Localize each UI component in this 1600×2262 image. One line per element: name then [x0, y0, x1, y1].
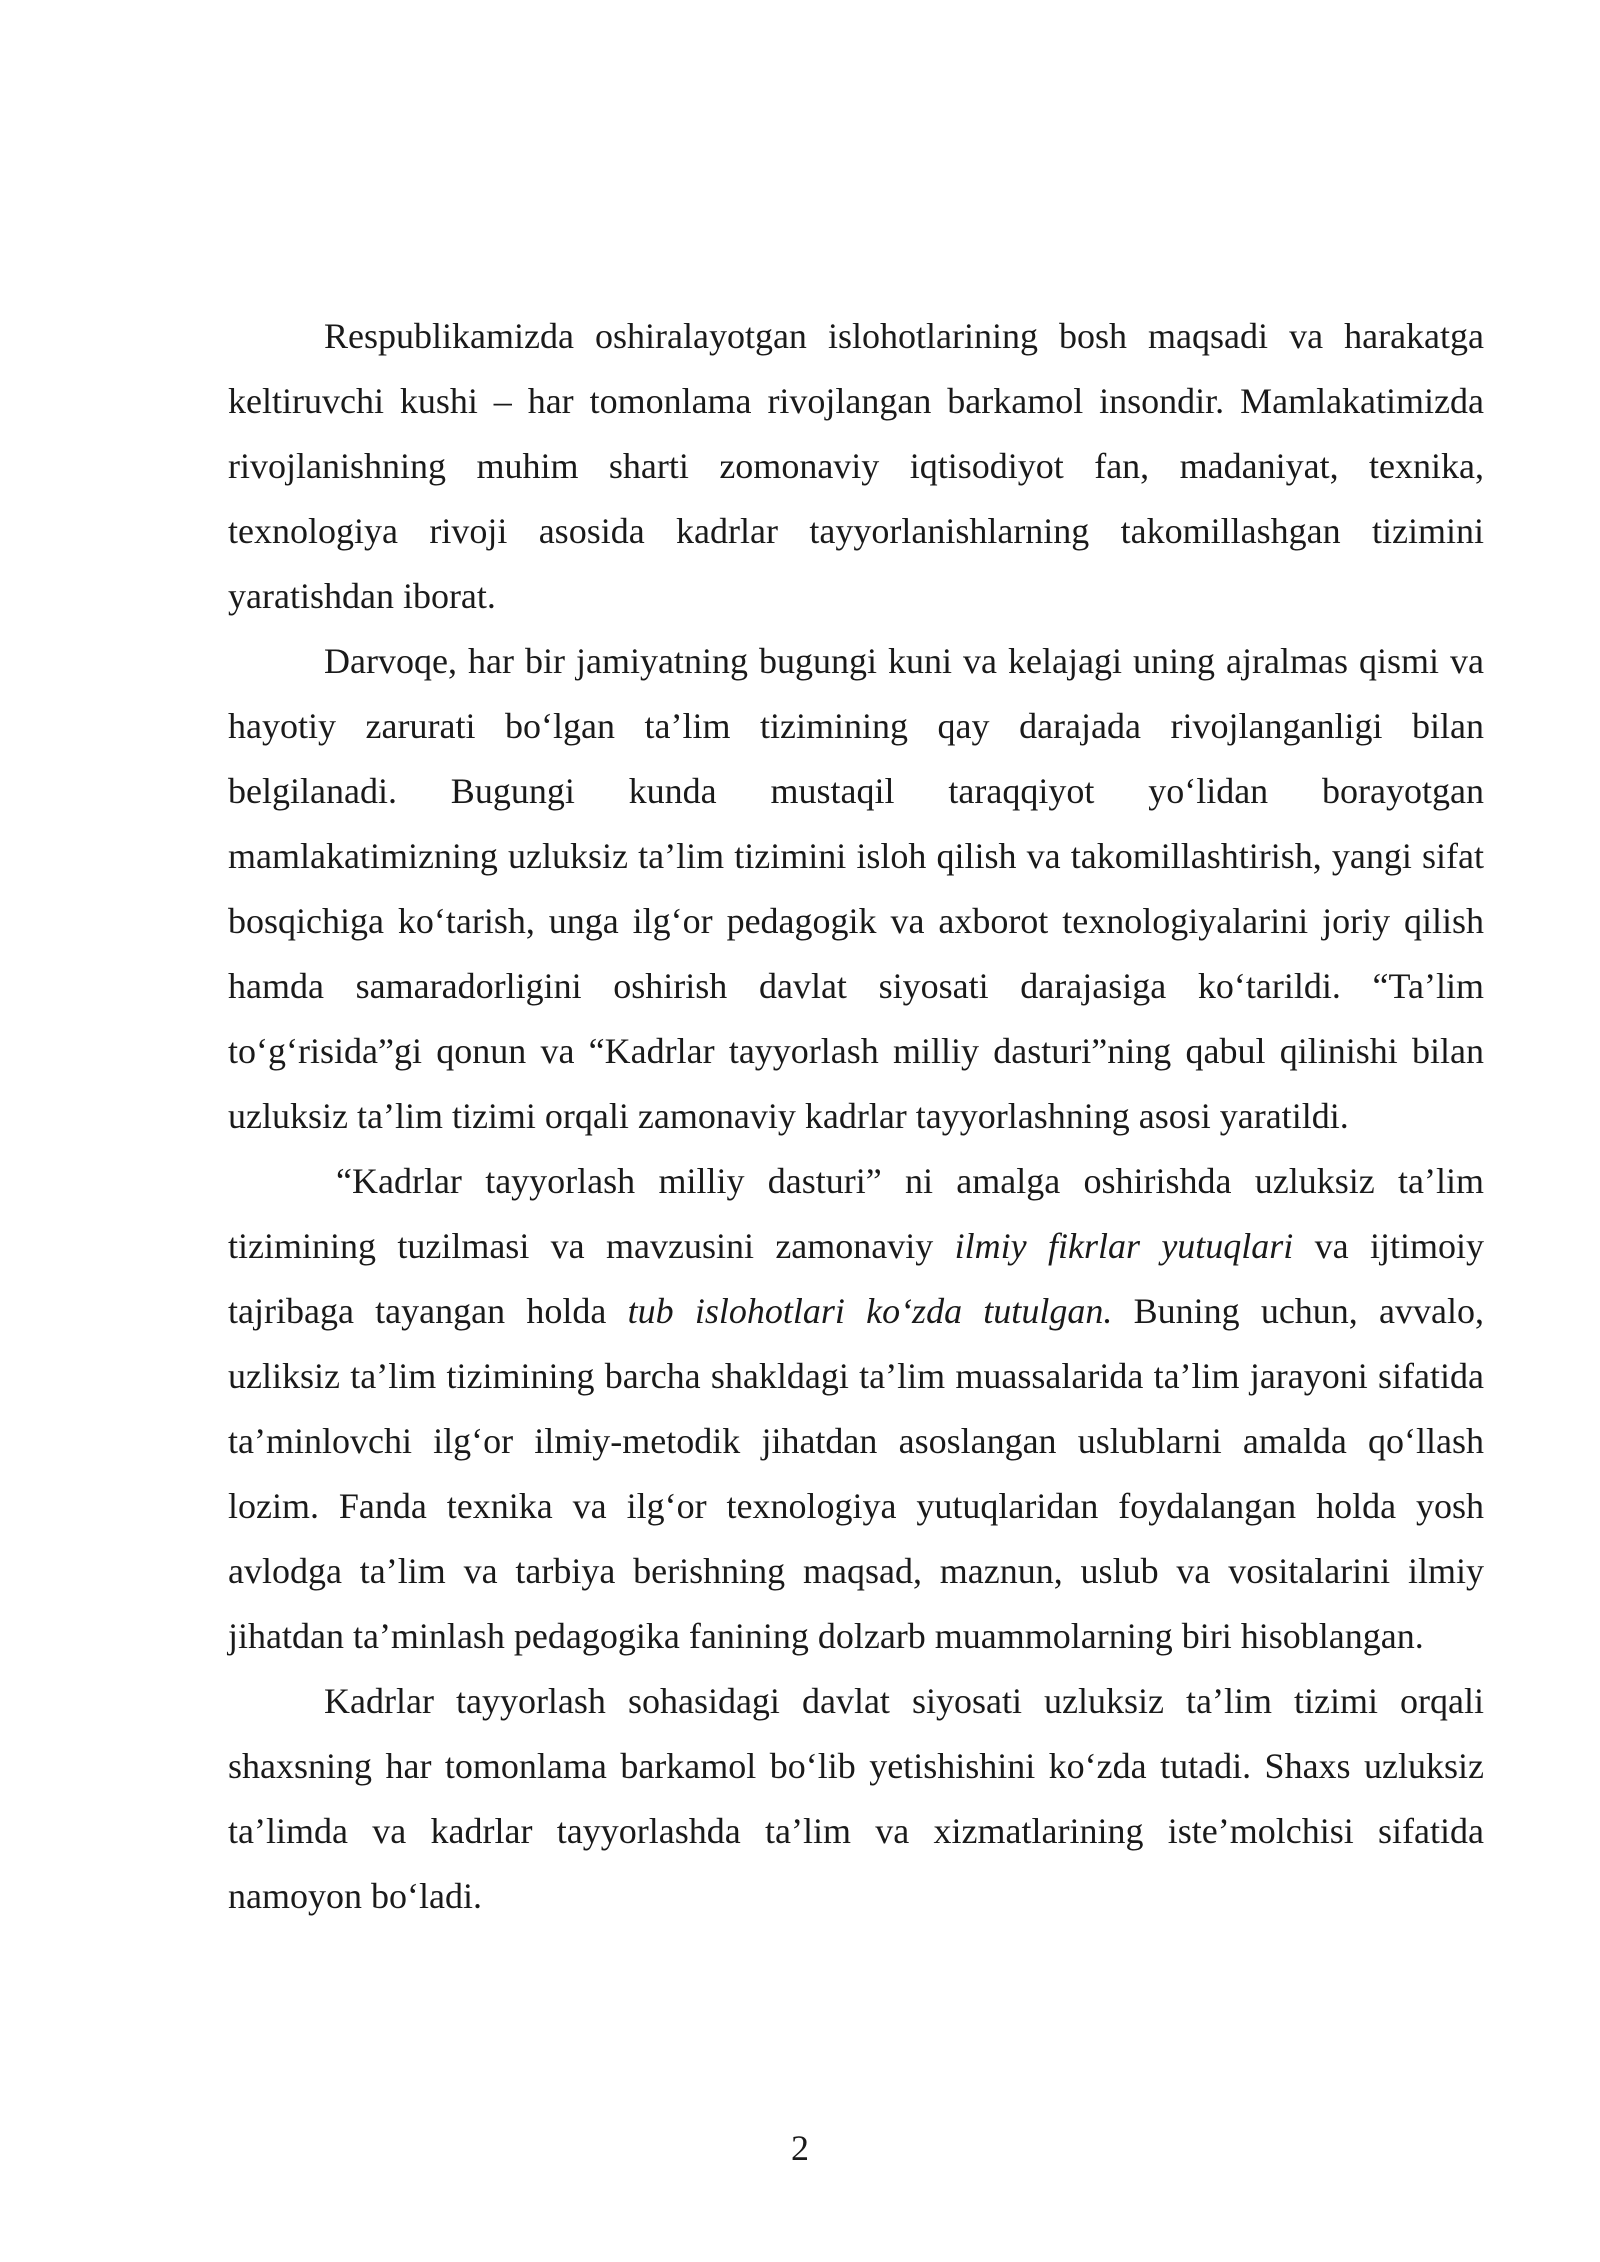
- paragraph-3: [228, 1149, 1484, 1669]
- paragraph-3-text-c: Buning uchun, avvalo, uzliksiz ta’lim tizimining barcha shakldagi ta’lim muassalarida ta’lim jarayoni sifatida ta’minlovchi ilg‘or ilmiy-metodik jihatdan asoslangan uslublarni amalda qo‘llash lozim. Fanda texnika va ilg‘or texnologiya yutuqlaridan foydalangan holda yosh avlodga ta’lim va tarbiya berishning maqsad, maznun, uslub va vositalarini ilmiy jihatdan ta’minlash pedagogika fanining dolzarb muammolarning biri hisoblangan.: [228, 1291, 1485, 1656]
- page-number: 2: [791, 2128, 809, 2168]
- paragraph-3-text-a: “Kadrlar tayyorlash milliy dasturi” ni amalga oshirishda uzluksiz ta’lim tizimining tuzilmasi va mavzusini zamonaviy: [228, 1161, 1484, 1266]
- paragraph-2: [228, 629, 1484, 1149]
- paragraph-1: [228, 304, 1484, 629]
- paragraph-3-text-b: va ijtimoiy tajribaga tayangan holda: [228, 1226, 1485, 1331]
- paragraph-4-text: Kadrlar tayyorlash sohasidagi davlat siyosati uzluksiz ta’lim tizimi orqali shaxsning har tomonlama barkamol bo‘lib yetishishini ko‘zda tutadi. Shaxs uzluksiz ta’limda va kadrlar tayyorlashda ta’lim va xizmatlarining iste’molchisi sifatida namoyon bo‘ladi.: [228, 1681, 1484, 1916]
- page-body: [228, 304, 1484, 1929]
- paragraph-3-italic-a: ilmiy fikrlar yutuqlari: [954, 1226, 1294, 1266]
- paragraph-1-text: Respublikamizda oshiralayotgan islohotlarining bosh maqsadi va harakatga keltiruvchi kushi – har tomonlama rivojlangan barkamol insondir. Mamlakatimizda rivojlanishning muhim sharti zomonaviy iqtisodiyot fan, madaniyat, texnika, texnologiya rivoji asosida kadrlar tayyorlanishlarning takomillashgan tizimini yaratishdan iborat.: [228, 316, 1484, 616]
- paragraph-4: [228, 1669, 1484, 1929]
- paragraph-2-text: Darvoqe, har bir jamiyatning bugungi kuni va kelajagi uning ajralmas qismi va hayotiy zarurati bo‘lgan ta’lim tizimining qay darajada rivojlanganligi bilan belgilanadi. Bugungi kunda mustaqil taraqqiyot yo‘lidan borayotgan mamlakatimizning uzluksiz ta’lim tizimini isloh qilish va takomillashtirish, yangi sifat bosqichiga ko‘tarish, unga ilg‘or pedagogik va axborot texnologiyalarini joriy qilish hamda samaradorligini oshirish davlat siyosati darajasiga ko‘tarildi. “Ta’lim to‘g‘risida”gi qonun va “Kadrlar tayyorlash milliy dasturi”ning qabul qilinishi bilan uzluksiz ta’lim tizimi orqali zamonaviy kadrlar tayyorlashning asosi yaratildi.: [228, 641, 1484, 1136]
- paragraph-3-italic-b: tub islohotlari ko‘zda tutulgan.: [627, 1291, 1113, 1331]
